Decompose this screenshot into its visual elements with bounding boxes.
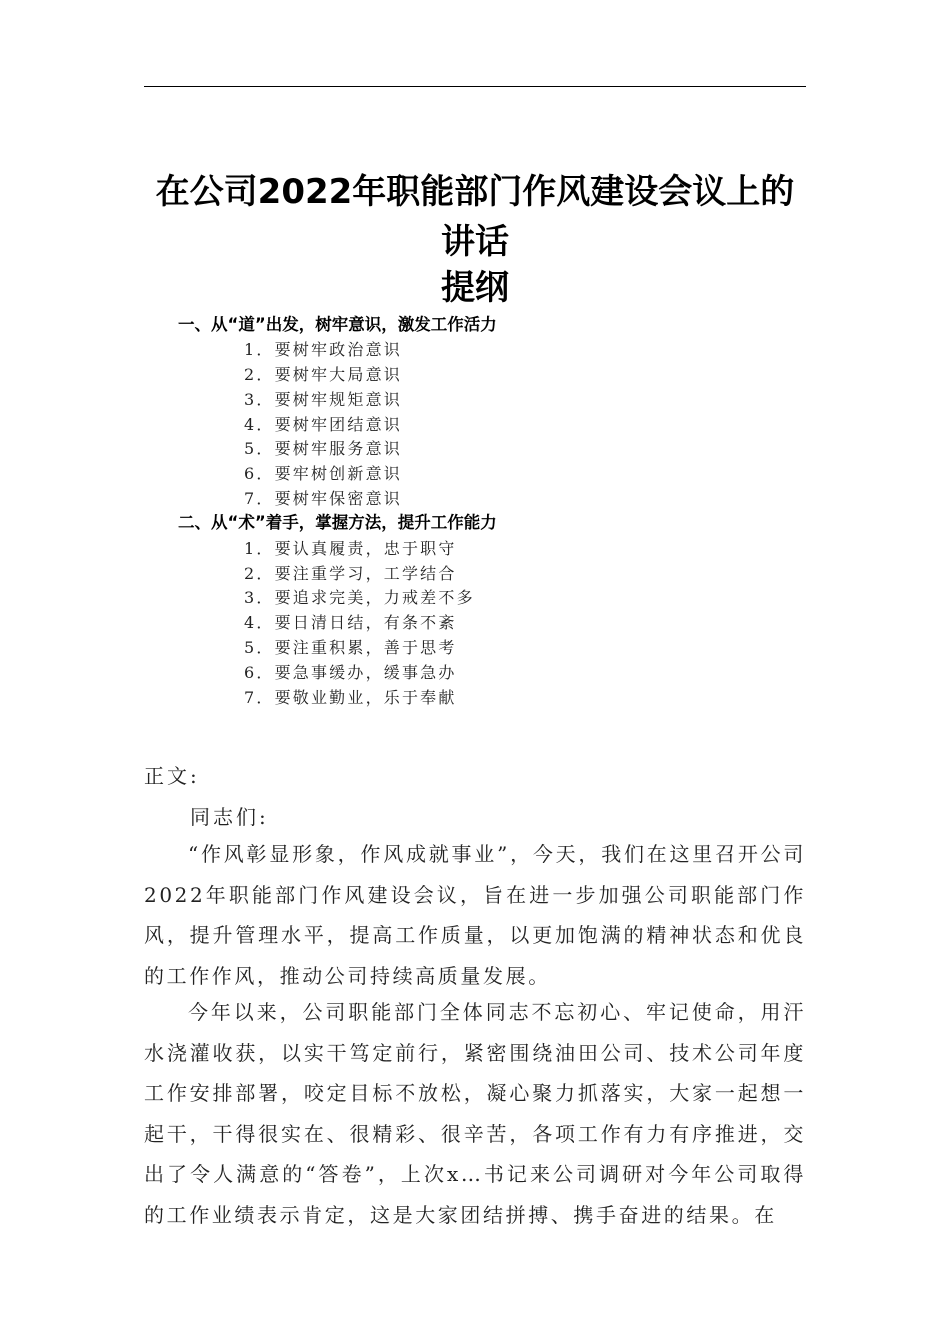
body-paragraph-1: “作风彰显形象，作风成就事业”，今天，我们在这里召开公司2022年职能部门作风建设会议，旨在进一步加强公司职能部门作风，提升管理水平，提高工作质量，以更加饱满的精神状态和优良的工作作风，推动公司持续高质量发展。 (144, 842, 806, 988)
outline-item: 2．要注重学习，工学结合 (244, 564, 457, 583)
outline-item: 5．要注重积累，善于思考 (244, 638, 457, 657)
outline-item: 5．要树牢服务意识 (244, 439, 402, 458)
outline-item: 7．要敬业勤业，乐于奉献 (244, 688, 457, 707)
outline-item: 1．要认真履责，忠于职守 (244, 539, 457, 558)
outline-heading-2: 二、从“术”着手，掌握方法，提升工作能力 (178, 513, 497, 532)
outline-item: 4．要树牢团结意识 (244, 415, 402, 434)
outline-item: 6．要急事缓办，缓事急办 (244, 663, 457, 682)
outline-item: 3．要追求完美，力戒差不多 (244, 588, 475, 607)
body-paragraph-2: 今年以来，公司职能部门全体同志不忘初心、牢记使命，用汗水浇灌收获，以实干笃定前行，紧密围绕油田公司、技术公司年度工作安排部署，咬定目标不放松，凝心聚力抓落实，大家一起想一起干，干得很实在、很精彩、很辛苦，各项工作有力有序推进，交出了令人满意的“答卷”，上次x…书记来公司调研对今年公司取得的工作业绩表示肯定，这是大家团结拼搏、携手奋进的结果。在 (144, 1000, 806, 1227)
outline-item: 6．要牢树创新意识 (244, 464, 402, 483)
outline-item: 3．要树牢规矩意识 (244, 390, 402, 409)
outline-heading-1: 一、从“道”出发，树牢意识，激发工作活力 (178, 315, 497, 334)
salutation: 同志们: (190, 805, 269, 829)
outline-item: 2．要树牢大局意识 (244, 365, 402, 384)
document-title-line-1: 在公司2022年职能部门作风建设会议上的 (155, 172, 795, 212)
outline-item: 1．要树牢政治意识 (244, 340, 402, 359)
body-label: 正文: (144, 764, 200, 788)
outline-item: 7．要树牢保密意识 (244, 489, 402, 508)
document-title-line-3: 提纲 (441, 268, 509, 308)
document-title-line-2: 讲话 (441, 222, 509, 262)
outline-item: 4．要日清日结，有条不紊 (244, 613, 457, 632)
header-rule (144, 86, 806, 87)
